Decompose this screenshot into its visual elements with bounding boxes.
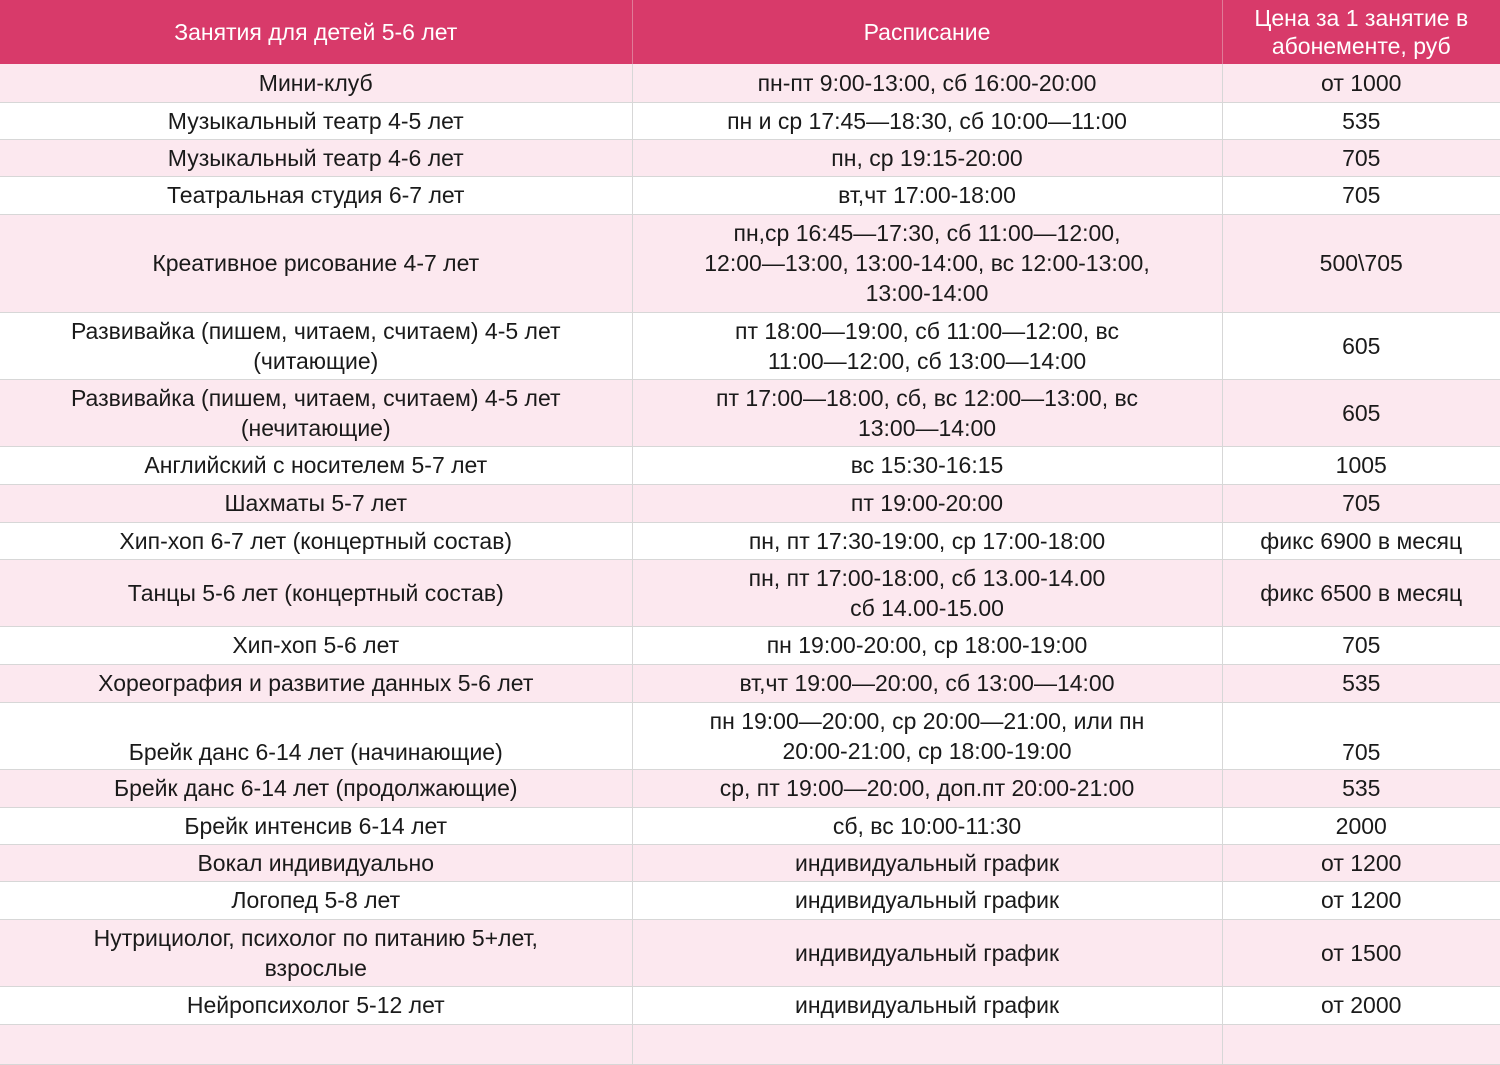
table-row: [0, 986, 1500, 1024]
activity-price: 535: [1342, 670, 1381, 696]
activity-price: фикс 6500 в месяц: [1260, 579, 1463, 606]
activity-schedule: пн 19:00-20:00, ср 18:00-19:00: [766, 632, 1088, 658]
activity-price: 2000: [1335, 812, 1387, 839]
activity-price: 535: [1342, 775, 1381, 801]
activity-schedule: индивидуальный график: [794, 849, 1060, 876]
activity-schedule: сб, вс 10:00-11:30: [832, 812, 1022, 839]
activity-name: Хип-хоп 6-7 лет (концертный состав): [119, 527, 513, 554]
activity-schedule: пт 17:00—18:00, сб, вс 12:00—13:00, вс 13:00—14:00: [716, 384, 1138, 441]
table-row: [0, 102, 1500, 139]
activity-schedule: пн-пт 9:00-13:00, сб 16:00-20:00: [757, 69, 1097, 96]
activity-name: Мини-клуб: [258, 69, 373, 96]
table-row: [0, 769, 1500, 807]
activity-price: 705: [1342, 144, 1381, 171]
activity-price: 500\705: [1319, 250, 1403, 276]
activity-name: Хореография и развитие данных 5-6 лет: [98, 670, 534, 696]
table-row: [0, 176, 1500, 214]
activity-schedule: пн,ср 16:45—17:30, сб 11:00—12:00, 12:00—13:00, 13:00-14:00, вс 12:00-13:00, 13:00-14:00: [704, 220, 1150, 306]
table-row: [0, 626, 1500, 664]
empty-cell: [0, 1024, 632, 1064]
activity-price: от 1500: [1321, 939, 1402, 966]
activity-price: 705: [1342, 182, 1381, 208]
activity-schedule: вт,чт 17:00-18:00: [838, 182, 1016, 208]
table-row: [0, 312, 1500, 379]
table-row: [0, 446, 1500, 484]
table-row: [0, 484, 1500, 522]
activity-schedule: пн, ср 19:15-20:00: [831, 144, 1023, 171]
activity-schedule: пн, пт 17:00-18:00, сб 13.00-14.00 сб 14.00-15.00: [748, 564, 1106, 621]
activity-name: Нейропсихолог 5-12 лет: [186, 992, 445, 1018]
table-row: [0, 664, 1500, 702]
activity-schedule: пт 19:00-20:00: [850, 490, 1004, 516]
activity-schedule: индивидуальный график: [794, 887, 1060, 913]
table-row: [0, 379, 1500, 446]
table-row: [0, 214, 1500, 312]
table-row: [0, 807, 1500, 844]
empty-cell: [1222, 1024, 1500, 1064]
activity-price: от 1000: [1321, 69, 1402, 96]
activity-name: Развивайка (пишем, читаем, считаем) 4-5 лет (читающие): [70, 317, 561, 374]
activity-schedule: вс 15:30-16:15: [850, 452, 1004, 478]
empty-cell: [632, 1024, 1222, 1064]
table-row: [0, 702, 1500, 769]
activity-name: Шахматы 5-7 лет: [224, 490, 408, 516]
activity-name: Хип-хоп 5-6 лет: [232, 632, 400, 658]
activity-name: Брейк данс 6-14 лет (продолжающие): [113, 775, 518, 801]
activity-schedule: пт 18:00—19:00, сб 11:00—12:00, вс 11:00—12:00, сб 13:00—14:00: [735, 317, 1119, 374]
activity-price: 705: [1342, 632, 1381, 658]
table-header-row: [0, 0, 1500, 64]
activity-price: 605: [1342, 399, 1381, 426]
activity-name: Музыкальный театр 4-6 лет: [167, 144, 464, 171]
table-row: [0, 64, 1500, 102]
header-price: Цена за 1 занятие в абонементе, руб: [1222, 0, 1500, 64]
activity-name: Английский с носителем 5-7 лет: [144, 452, 488, 478]
activity-price: 605: [1342, 332, 1381, 359]
activity-price: 705: [1342, 738, 1381, 765]
header-schedule: Расписание: [632, 0, 1222, 64]
activity-price: от 1200: [1321, 849, 1402, 876]
table-row: [0, 139, 1500, 176]
activity-schedule: вт,чт 19:00—20:00, сб 13:00—14:00: [739, 670, 1115, 696]
activity-schedule: индивидуальный график: [794, 992, 1060, 1018]
table-row: [0, 522, 1500, 559]
activity-name: Нутрициолог, психолог по питанию 5+лет, взрослые: [93, 924, 538, 981]
activity-price: 535: [1342, 107, 1381, 134]
activity-name: Театральная студия 6-7 лет: [167, 182, 465, 208]
table-row: [0, 919, 1500, 986]
activity-name: Музыкальный театр 4-5 лет: [167, 107, 464, 134]
table-row: [0, 559, 1500, 626]
activity-price: от 1200: [1321, 887, 1402, 913]
header-activity: Занятия для детей 5-6 лет: [0, 0, 632, 64]
activity-name: Креативное рисование 4-7 лет: [152, 250, 480, 276]
table-row: [0, 844, 1500, 881]
activity-name: Танцы 5-6 лет (концертный состав): [127, 579, 504, 606]
activity-price: 1005: [1335, 452, 1387, 478]
table-row: [0, 881, 1500, 919]
activity-name: Брейк данс 6-14 лет (начинающие): [128, 738, 503, 765]
activity-schedule: пн и ср 17:45—18:30, сб 10:00—11:00: [727, 107, 1127, 134]
table-row: [0, 1024, 1500, 1064]
activity-schedule: индивидуальный график: [794, 939, 1060, 966]
activity-name: Брейк интенсив 6-14 лет: [184, 812, 448, 839]
activity-schedule: ср, пт 19:00—20:00, доп.пт 20:00-21:00: [719, 775, 1135, 801]
activity-name: Развивайка (пишем, читаем, считаем) 4-5 лет (нечитающие): [70, 384, 561, 441]
activity-price: 705: [1342, 490, 1381, 516]
activity-schedule: пн 19:00—20:00, ср 20:00—21:00, или пн 20:00-21:00, ср 18:00-19:00: [709, 707, 1145, 764]
activity-name: Вокал индивидуально: [197, 849, 435, 876]
activity-price: фикс 6900 в месяц: [1260, 527, 1463, 554]
activity-price: от 2000: [1321, 992, 1402, 1018]
activity-name: Логопед 5-8 лет: [231, 887, 401, 913]
activity-schedule: пн, пт 17:30-19:00, ср 17:00-18:00: [748, 527, 1106, 554]
